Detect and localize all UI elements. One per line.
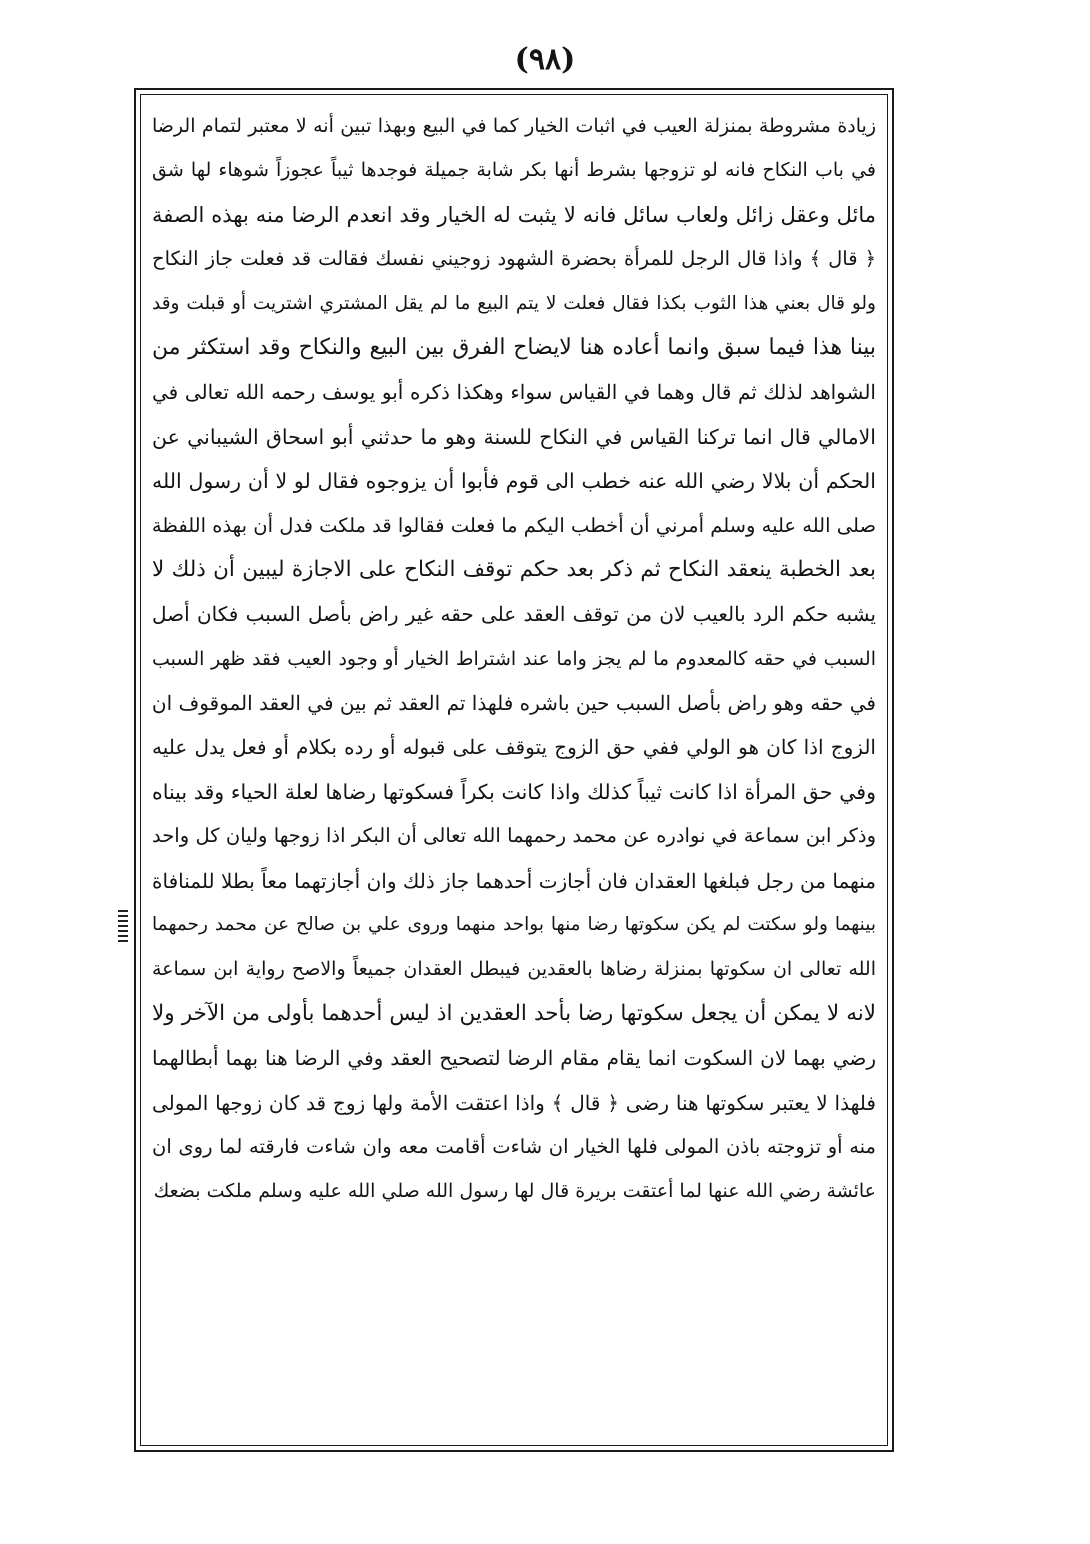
text-line-19: بينهما ولو سكتت لم يكن سكوتها رضا منها بواحد منهما وروى علي بن صالح عن محمد رحمهما [152,914,876,936]
text-line-8: الامالي قال انما تركنا القياس في النكاح للسنة وهو ما حدثني أبو اسحاق الشيباني عن [152,424,876,449]
text-line-14: في حقه وهو راض بأصل السبب حين باشره فلهذا تم العقد ثم بين في العقد الموقوف ان [152,691,876,716]
text-line-13: السبب في حقه كالمعدوم ما لم يجز واما عند اشتراط الخيار أو وجود العيب فقد ظهر السبب [152,647,876,670]
text-line-6: بينا هذا فيما سبق وانما أعاده هنا لايضاح الفرق بين البيع والنكاح وقد استكثر من [152,334,876,360]
text-line-24: منه أو تزوجته باذن المولى فلها الخيار ان شاءت أقامت معه وان شاءت فارقته لما روى ان [152,1134,876,1158]
text-line-12: يشبه حكم الرد بالعيب لان من توقف العقد على حقه غير راض بأصل السبب فكان أصل [152,602,876,627]
margin-mark [118,910,128,944]
text-line-5: ولو قال بعني هذا الثوب بكذا فقال فعلت لا يتم البيع ما لم يقل المشتري اشتريت أو قبلت وقد [152,292,876,314]
text-line-23: فلهذا لا يعتبر سكوتها هنا رضى ﴿ قال ﴾ واذا اعتقت الأمة ولها زوج قد كان زوجها المولى [152,1090,876,1115]
body-text [152,104,876,1214]
text-line-3: مائل وعقل زائل ولعاب سائل فانه لا يثبت له الخيار وقد انعدم الرضا منه بهذه الصفة [152,202,876,227]
text-line-4: ﴿ قال ﴾ واذا قال الرجل للمرأة بحضرة الشهود زوجيني نفسك فقالت قد فعلت جاز النكاح [152,247,876,271]
text-line-2: في باب النكاح فانه لو تزوجها بشرط أنها بكر شابة جميلة فوجدها ثيباً عجوزاً شوهاء لها شق [152,159,876,182]
text-line-22: رضي بهما لان السكوت انما يقام مقام الرضا لتصحيح العقد وفي الرضا هنا بهما أبطالهما [152,1046,876,1071]
page-number: (٩٨) [514,42,576,77]
text-line-25: عائشة رضي الله عنها لما أعتقت بريرة قال لها رسول الله صلي الله عليه وسلم ملكت بضعك [153,1180,876,1203]
text-line-11: بعد الخطبة ينعقد النكاح ثم ذكر بعد حكم توقف النكاح على الاجازة ليبين أن ذلك لا [152,556,876,582]
text-line-20: الله تعالى ان سكوتها بمنزلة رضاها بالعقدين فيبطل العقدان جميعاً والاصح رواية ابن سماعة [152,958,876,981]
text-line-7: الشواهد لذلك ثم قال وهما في القياس سواء وهكذا ذكره أبو يوسف رحمه الله تعالى في [152,380,876,405]
text-line-18: منهما من رجل فبلغها العقدان فان أجازت أحدهما جاز ذلك وان أجازتهما معاً بطلا للمنافاة [152,868,876,893]
text-line-17: وذكر ابن سماعة في نوادره عن محمد رحمهما الله تعالى أن البكر اذا زوجها وليان كل واحد [152,824,876,848]
text-line-1: زيادة مشروطة بمنزلة العيب في اثبات الخيار كما في البيع وبهذا تبين أنه لا معتبر لتمام الرضا [152,115,876,137]
text-line-21: لانه لا يمكن أن يجعل سكوتها رضا بأحد العقدين اذ ليس أحدهما بأولى من الآخر ولا [152,1000,876,1026]
text-line-15: الزوج اذا كان هو الولي ففي حق الزوج يتوقف على قبوله أو رده بكلام أو فعل يدل عليه [152,735,876,760]
text-line-9: الحكم أن بلالا رضي الله عنه خطب الى قوم فأبوا أن يزوجوه فقال لو لا أن رسول الله [152,469,876,494]
text-line-10: صلى الله عليه وسلم أمرني أن أخطب اليكم ما فعلت فقالوا قد ملكت فدل أن بهذه اللفظة [152,513,876,537]
text-line-16: وفي حق المرأة اذا كانت ثيباً كذلك واذا كانت بكراً فسكوتها رضاها لعلة الحياء وقد بيناه [152,779,876,804]
